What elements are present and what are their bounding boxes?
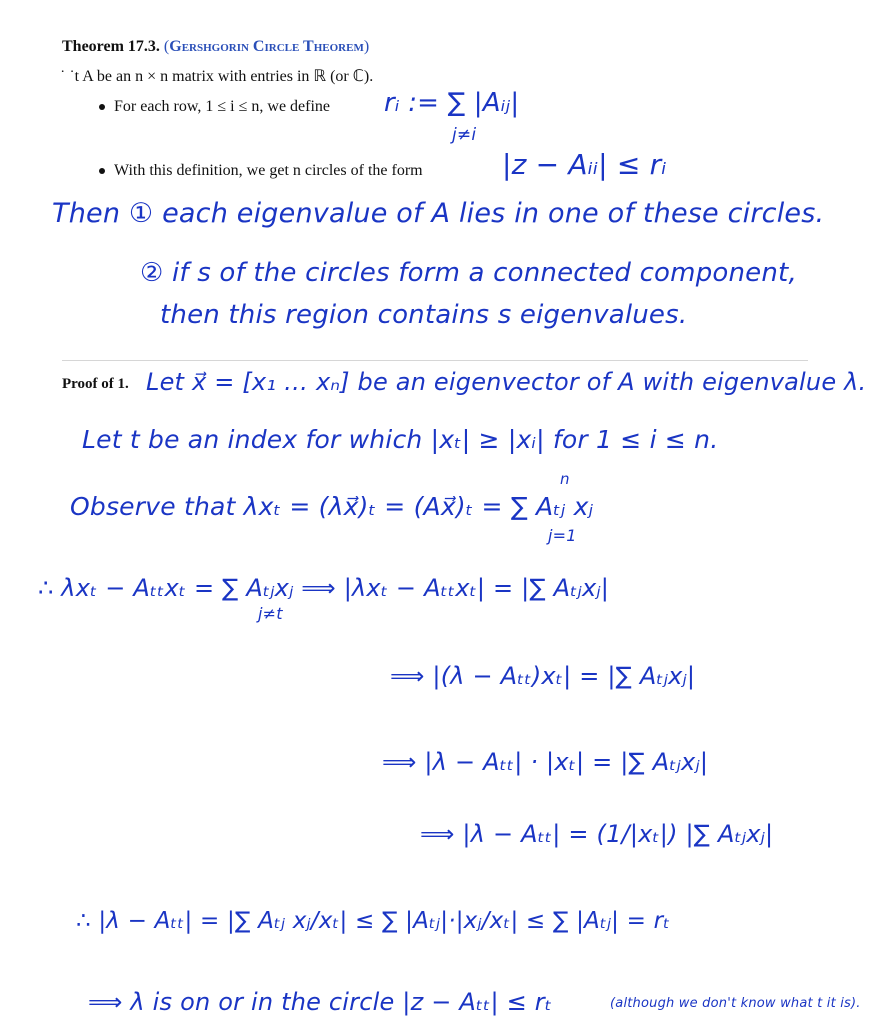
proof-line-factor: ⟹ |(λ − Aₜₜ)xₜ| = |∑ Aₜⱼxⱼ| xyxy=(390,662,696,690)
handwritten-then-line3: then this region contains s eigenvalues. xyxy=(160,300,688,330)
proof-line-index: Let t be an index for which |xₜ| ≥ |xᵢ| for 1 ≤ i ≤ n. xyxy=(82,425,719,454)
proof-line-conclusion: ⟹ λ is on or in the circle |z − Aₜₜ| ≤ rₜ xyxy=(88,988,553,1016)
bullet-row-definition: For each row, 1 ≤ i ≤ n, we define xyxy=(114,98,331,115)
proof-line-observe: Observe that λxₜ = (λx⃗)ₜ = (Ax⃗)ₜ = ∑ Aₜⱼ xⱼ xyxy=(70,492,594,521)
proof-line-observe-sub: j=1 xyxy=(548,526,577,545)
bullet-dot xyxy=(99,104,105,110)
proof-line-product: ⟹ |λ − Aₜₜ| · |xₜ| = |∑ Aₜⱼxⱼ| xyxy=(382,748,709,776)
proof-line-conclusion-note: (although we don't know what t it is). xyxy=(610,996,861,1011)
theorem-label: Theorem 17.3. xyxy=(62,38,160,55)
proof-line-divide: ⟹ |λ − Aₜₜ| = (1/|xₜ|) |∑ Aₜⱼxⱼ| xyxy=(420,820,774,848)
proof-line-observe-sup: n xyxy=(560,470,570,488)
theorem-header xyxy=(62,37,369,57)
handwritten-ri-subscript: j≠i xyxy=(452,125,477,145)
proof-label: Proof of 1. xyxy=(62,376,129,392)
proof-line-rearrange-sub: j≠t xyxy=(258,604,283,623)
proof-line-eigenvector: Let x⃗ = [x₁ … xₙ] be an eigenvector of A with eigenvalue λ. xyxy=(146,368,867,396)
handwritten-ri-definition: rᵢ := ∑ |Aᵢⱼ| xyxy=(384,88,520,118)
handwritten-then-line2: ② if s of the circles form a connected component, xyxy=(140,258,797,288)
theorem-name: Gershgorin Circle Theorem xyxy=(169,38,364,55)
proof-line-bound: ∴ |λ − Aₜₜ| = |∑ Aₜⱼ xⱼ/xₜ| ≤ ∑ |Aₜⱼ|·|xⱼ/xₜ| ≤ ∑ |Aₜⱼ| = rₜ xyxy=(76,908,671,934)
section-divider xyxy=(62,360,808,361)
bullet-circle-form: With this definition, we get n circles of the form xyxy=(114,162,423,179)
theorem-intro: ˙ ˙t A be an n × n matrix with entries in ℝ (or ℂ). xyxy=(60,68,374,85)
theorem-name-open: ( xyxy=(163,38,170,55)
theorem-name-close: ) xyxy=(363,38,370,55)
handwritten-then-line1: Then ① each eigenvalue of A lies in one of these circles. xyxy=(52,198,825,229)
handwritten-circle-form: |z − Aᵢᵢ| ≤ rᵢ xyxy=(502,148,667,181)
bullet-dot xyxy=(99,168,105,174)
proof-line-rearrange: ∴ λxₜ − Aₜₜxₜ = ∑ Aₜⱼxⱼ ⟹ |λxₜ − Aₜₜxₜ| = |∑ Aₜⱼxⱼ| xyxy=(38,574,610,602)
